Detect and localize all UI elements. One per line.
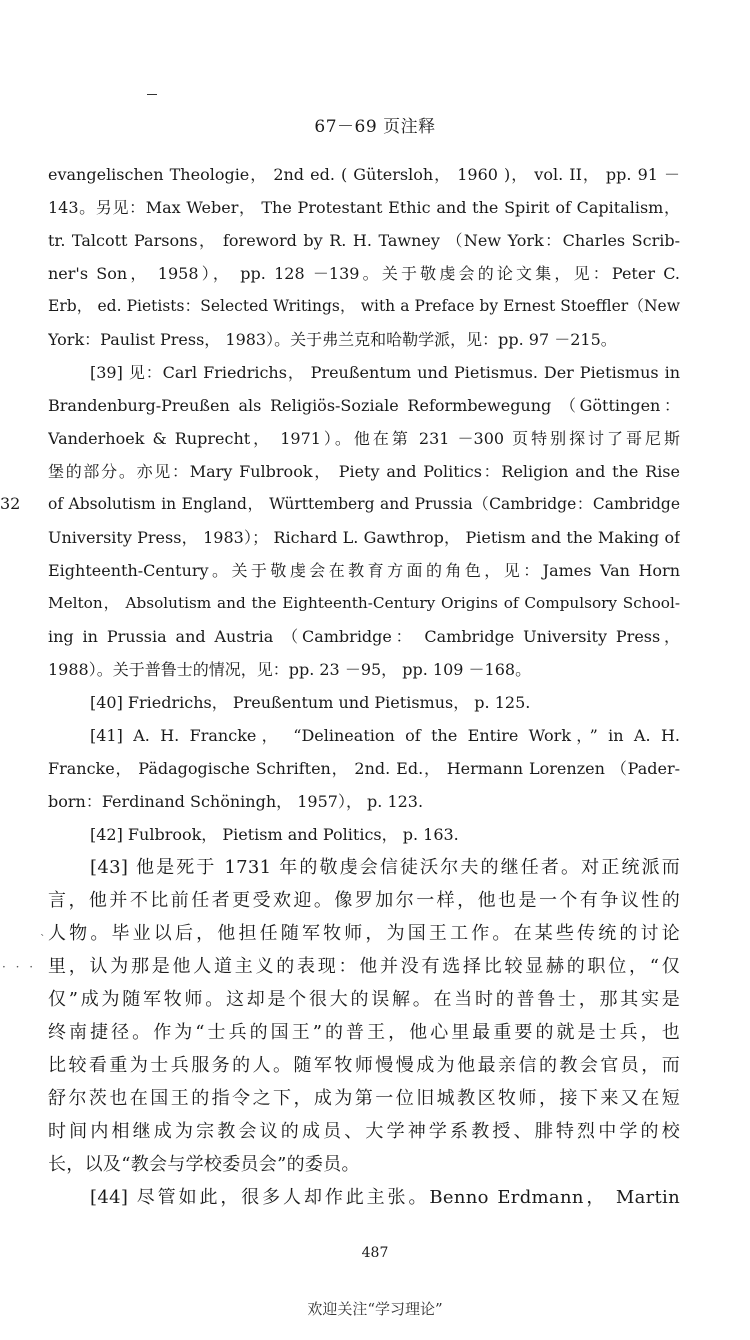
note-line: 人物。毕业以后，他担任随军牧师，为国王工作。在某些传统的讨论: [48, 923, 680, 944]
note-40: [40] Friedrichs， Preußentum und Pietismus， p. 125.: [90, 693, 531, 712]
corner-mark: [147, 94, 157, 95]
note-line: Vanderhoek & Ruprecht， 1971）。他在第 231 －300 页特别探讨了哥尼斯: [48, 429, 680, 448]
running-header: 67－69 页注释: [314, 117, 436, 137]
note-43: [43] 他是死于 1731 年的敬虔会信徒沃尔夫的继任者。对正统派而: [90, 857, 680, 878]
note-line: tr. Talcott Parsons， foreword by R. H. Tawney （New York：Charles Scrib-: [48, 231, 680, 250]
note-42: [42] Fulbrook， Pietism and Politics， p. 163.: [90, 825, 459, 844]
note-line: University Press， 1983）； Richard L. Gawthrop， Pietism and the Making of: [48, 528, 680, 547]
margin-dots: · · ·: [2, 960, 37, 974]
note-line: Brandenburg-Preußen als Religiös-Soziale Reformbewegung （Göttingen：: [48, 396, 680, 415]
note-line: ner's Son， 1958）， pp. 128 －139。关于敬虔会的论文集，见：Peter C.: [48, 264, 680, 283]
note-39: [39] 见：Carl Friedrichs， Preußentum und Pietismus. Der Pietismus in: [90, 363, 680, 382]
note-41: [41] A. H. Francke， “Delineation of the Entire Work，” in A. H.: [90, 726, 680, 745]
note-line: Eighteenth-Century。关于敬虔会在教育方面的角色，见：James Van Horn: [48, 561, 680, 580]
note-line: 终南捷径。作为“士兵的国王”的普王，他心里最重要的就是士兵，也: [48, 1022, 680, 1043]
note-line: of Absolutism in England， Württemberg and Prussia（Cambridge：Cambridge: [48, 495, 680, 513]
note-line: York：Paulist Press， 1983）。关于弗兰克和哈勒学派，见：pp. 97 －215。: [48, 330, 617, 349]
note-line: 比较看重为士兵服务的人。随军牧师慢慢成为他最亲信的教会官员，而: [48, 1055, 680, 1076]
note-line: Melton， Absolutism and the Eighteenth-Century Origins of Compulsory School-: [48, 594, 680, 612]
note-line: 堡的部分。亦见：Mary Fulbrook， Piety and Politics：Religion and the Rise: [48, 462, 680, 481]
note-line: 1988）。关于普鲁士的情况，见：pp. 23 －95， pp. 109 －168。: [48, 660, 532, 679]
notes-body: [48, 158, 680, 1214]
note-line: 舒尔茨也在国王的指令之下，成为第一位旧城教区牧师，接下来又在短: [48, 1088, 680, 1109]
note-line: evangelischen Theologie， 2nd ed. ( Gütersloh， 1960 )， vol. II， pp. 91 －: [48, 165, 680, 184]
note-line: 长，以及“教会与学校委员会”的委员。: [48, 1154, 360, 1175]
note-line: 仅”成为随军牧师。这却是个很大的误解。在当时的普鲁士，那其实是: [48, 989, 680, 1010]
note-line: 时间内相继成为宗教会议的成员、大学神学系教授、腓特烈中学的校: [48, 1121, 680, 1142]
margin-mark: `: [40, 933, 46, 946]
note-line: 里，认为那是他人道主义的表现：他并没有选择比较显赫的职位，“仅: [48, 956, 680, 977]
page-number: 487: [361, 1245, 389, 1261]
footer-text: 欢迎关注“学习理论”: [307, 1300, 443, 1318]
margin-page-number: 32: [0, 494, 21, 513]
note-line: Erb， ed. Pietists：Selected Writings， with a Preface by Ernest Stoeffler（New: [48, 297, 680, 315]
note-line: ing in Prussia and Austria （Cambridge： Cambridge University Press，: [48, 627, 680, 646]
note-44: [44] 尽管如此，很多人却作此主张。Benno Erdmann， Martin: [90, 1187, 680, 1208]
note-line: 言，他并不比前任者更受欢迎。像罗加尔一样，他也是一个有争议性的: [48, 890, 680, 911]
note-line: 143。另见：Max Weber， The Protestant Ethic and the Spirit of Capitalism，: [48, 198, 680, 217]
note-line: Francke， Pädagogische Schriften， 2nd. Ed.， Hermann Lorenzen （Pader-: [48, 759, 680, 778]
note-line: born：Ferdinand Schöningh， 1957）， p. 123.: [48, 792, 424, 811]
